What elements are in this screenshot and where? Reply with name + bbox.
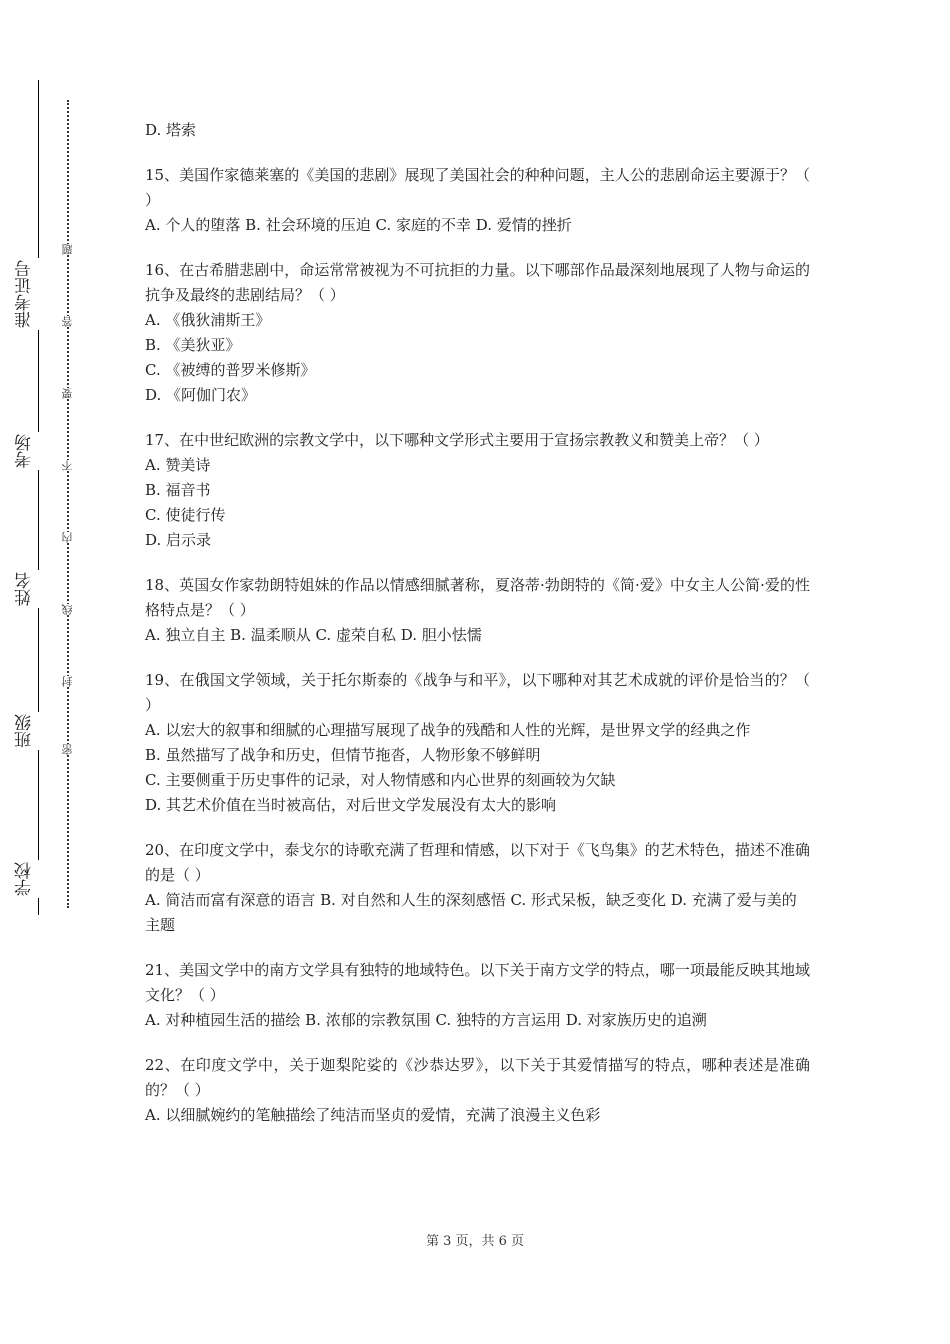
binding-solid-line bbox=[38, 80, 39, 915]
question-18 bbox=[145, 573, 810, 648]
question-19 bbox=[145, 668, 810, 818]
field-name: 姓名 bbox=[16, 570, 62, 608]
field-class: 班级 bbox=[16, 712, 62, 750]
option-d: D. 其艺术价值在当时被高估，对后世文学发展没有太大的影响 bbox=[145, 796, 557, 814]
seal-char-nei: 内 bbox=[61, 532, 74, 543]
option-b: B. 福音书 bbox=[145, 481, 211, 499]
option: A. 个人的堕落 B. 社会环境的压迫 C. 家庭的不幸 D. 爱情的挫折 bbox=[145, 216, 572, 234]
option: D. 塔索 bbox=[145, 121, 197, 139]
question-stem: 19、在俄国文学领域，关于托尔斯泰的《战争与和平》，以下哪种对其艺术成就的评价是恰当的？（ ） bbox=[145, 671, 810, 714]
seal-char-bu: 不 bbox=[61, 460, 74, 471]
question-stem: 22、在印度文学中，关于迦梨陀娑的《沙恭达罗》，以下关于其爱情描写的特点，哪种表述是准确的？（ ） bbox=[145, 1056, 810, 1099]
lead-option bbox=[145, 118, 810, 143]
field-school: 学校 bbox=[16, 860, 62, 898]
exam-content bbox=[145, 118, 810, 1148]
option: A. 独立自主 B. 温柔顺从 C. 虚荣自私 D. 胆小怯懦 bbox=[145, 626, 482, 644]
option-a: A. 以宏大的叙事和细腻的心理描写展现了战争的残酷和人性的光辉，是世界文学的经典之作 bbox=[145, 721, 751, 739]
seal-char-xian: 线 bbox=[61, 604, 74, 615]
option-a: A. 赞美诗 bbox=[145, 456, 211, 474]
seal-char-da: 答 bbox=[61, 316, 74, 327]
question-stem: 18、英国女作家勃朗特姐妹的作品以情感细腻著称，夏洛蒂·勃朗特的《简·爱》中女主人公简·爱的性格特点是？（ ） bbox=[145, 576, 810, 619]
question-22 bbox=[145, 1053, 810, 1128]
seal-char-mi: 密 bbox=[61, 744, 74, 755]
question-stem: 21、美国文学中的南方文学具有独特的地域特色。以下关于南方文学的特点，哪一项最能反映其地域文化？（ ） bbox=[145, 961, 810, 1004]
option-c: C. 《被缚的普罗米修斯》 bbox=[145, 361, 316, 379]
seal-char-ti: 题 bbox=[61, 244, 74, 255]
question-21 bbox=[145, 958, 810, 1033]
option-a: A. 《俄狄浦斯王》 bbox=[145, 311, 271, 329]
seal-char-feng: 封 bbox=[61, 676, 74, 687]
option-c: C. 使徒行传 bbox=[145, 506, 226, 524]
option-b: B. 《美狄亚》 bbox=[145, 336, 241, 354]
option: A. 简洁而富有深意的语言 B. 对自然和人生的深刻感悟 C. 形式呆板，缺乏变化 D. 充满了爱与美的主题 bbox=[145, 891, 797, 934]
question-stem: 15、美国作家德莱塞的《美国的悲剧》展现了美国社会的种种问题，主人公的悲剧命运主要源于？（ ） bbox=[145, 166, 810, 209]
question-15 bbox=[145, 163, 810, 238]
option-a: A. 以细腻婉约的笔触描绘了纯洁而坚贞的爱情，充满了浪漫主义色彩 bbox=[145, 1106, 601, 1124]
question-stem: 16、在古希腊悲剧中，命运常常被视为不可抗拒的力量。以下哪部作品最深刻地展现了人物与命运的抗争及最终的悲剧结局？（ ） bbox=[145, 261, 810, 304]
option: A. 对种植园生活的描绘 B. 浓郁的宗教氛围 C. 独特的方言运用 D. 对家族历史的追溯 bbox=[145, 1011, 707, 1029]
option-d: D. 《阿伽门农》 bbox=[145, 386, 257, 404]
field-exam-room: 考场 bbox=[16, 432, 62, 470]
page-footer: 第 3 页，共 6 页 bbox=[425, 1234, 525, 1249]
question-20 bbox=[145, 838, 810, 938]
question-stem: 17、在中世纪欧洲的宗教文学中，以下哪种文学形式主要用于宣扬宗教教义和赞美上帝？（ ） bbox=[145, 431, 769, 449]
question-16 bbox=[145, 258, 810, 408]
question-stem: 20、在印度文学中，泰戈尔的诗歌充满了哲理和情感，以下对于《飞鸟集》的艺术特色，描述不准确的是（ ） bbox=[145, 841, 810, 884]
option-b: B. 虽然描写了战争和历史，但情节拖沓，人物形象不够鲜明 bbox=[145, 746, 541, 764]
binding-margin bbox=[0, 0, 110, 1344]
seal-dotted-line bbox=[67, 100, 69, 908]
question-17 bbox=[145, 428, 810, 553]
seal-char-yao: 要 bbox=[61, 388, 74, 399]
field-exam-number: 准考证号 bbox=[16, 258, 62, 330]
option-c: C. 主要侧重于历史事件的记录，对人物情感和内心世界的刻画较为欠缺 bbox=[145, 771, 616, 789]
option-d: D. 启示录 bbox=[145, 531, 212, 549]
